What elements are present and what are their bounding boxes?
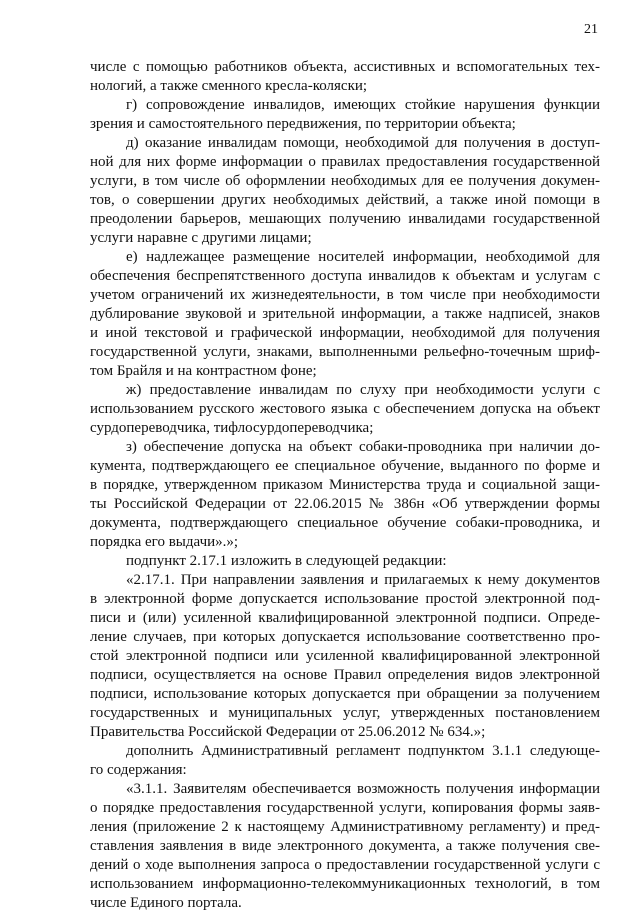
text-line: ление случаев, при которых допускается использование соответственно про- xyxy=(90,629,600,645)
text-line: числе Единого портала. xyxy=(90,895,242,911)
text-line: преодолении барьеров, мешающих получению инвалидами государственной xyxy=(90,211,600,227)
text-line: дополнить Административный регламент подпунктом 3.1.1 следующе- xyxy=(126,743,600,759)
text-line: Правительства Российской Федерации от 25.06.2012 № 634.»; xyxy=(90,724,486,740)
text-line: в порядке, утвержденном приказом Министерства труда и социальной защи- xyxy=(90,477,600,493)
text-line: том Брайля и на контрастном фоне; xyxy=(90,363,317,379)
text-line: дений о ходе выполнения запроса о предоставлении государственной услуги с xyxy=(90,857,600,873)
text-line: дублирование звуковой и зрительной информации, а также надписей, знаков xyxy=(90,306,600,322)
text-line: документа, подтверждающего специальное обучение собаки-проводника, и xyxy=(90,515,600,531)
text-line: д) оказание инвалидам помощи, необходимой для получения в доступ- xyxy=(126,135,600,151)
text-line: стой электронной подписи или усиленной квалифицированной электронной xyxy=(90,648,600,664)
text-line: ления (приложение 2 к настоящему Административному регламенту) и пред- xyxy=(90,819,600,835)
text-line: подпункт 2.17.1 изложить в следующей редакции: xyxy=(126,553,447,569)
text-line: и иной текстовой и графической информации, необходимой для получения xyxy=(90,325,600,341)
text-line: ставления заявления в виде электронного документа, а также получения све- xyxy=(90,838,600,854)
text-line: порядка его выдачи».»; xyxy=(90,534,239,550)
text-line: подписи, использование которых допускается при обращении за получением xyxy=(90,686,600,702)
text-line: сурдопереводчика, тифлосурдопереводчика; xyxy=(90,420,374,436)
text-line: нологий, а также сменного кресла-коляски; xyxy=(90,78,368,94)
text-line: учетом ограничений их жизнедеятельности, в том числе при необходимости xyxy=(90,287,600,303)
text-line: государственной услуги, знаками, выполненными рельефно-точечным шриф- xyxy=(90,344,600,360)
text-line: подписи, осуществляется на основе Правил определения видов электронной xyxy=(90,667,600,683)
text-line: кумента, подтверждающего ее специальное обучение, выданного по форме и xyxy=(90,458,600,474)
text-line: государственных и муниципальных услуг, утвержденных постановлением xyxy=(90,705,600,721)
text-line: ж) предоставление инвалидам по слуху при необходимости услуги с xyxy=(126,382,600,398)
text-line: писи и (или) усиленной квалифицированной электронной подписи. Опреде- xyxy=(90,610,600,626)
body-text xyxy=(90,58,600,913)
text-line: е) надлежащее размещение носителей информации, необходимой для xyxy=(126,249,600,265)
text-line: ты Российской Федерации от 22.06.2015 № 386н «Об утверждении формы xyxy=(90,496,600,512)
text-line: тов, о совершении других необходимых действий, а также иной помощи в xyxy=(90,192,600,208)
text-line: ной для них форме информации о правилах предоставления государственной xyxy=(90,154,600,170)
text-line: г) сопровождение инвалидов, имеющих стойкие нарушения функции xyxy=(126,97,600,113)
text-line: использованием информационно-телекоммуникационных технологий, в том xyxy=(90,876,600,892)
text-line: «2.17.1. При направлении заявления и прилагаемых к нему документов xyxy=(126,572,600,588)
page-number: 21 xyxy=(584,22,598,37)
text-line: о порядке предоставления государственной услуги, копирования формы заяв- xyxy=(90,800,600,816)
text-line: числе с помощью работников объекта, ассистивных и вспомогательных тех- xyxy=(90,59,600,75)
text-line: услуги наравне с другими лицами; xyxy=(90,230,312,246)
text-line: «3.1.1. Заявителям обеспечивается возможность получения информации xyxy=(126,781,600,797)
text-line: зрения и самостоятельного передвижения, по территории объекта; xyxy=(90,116,516,132)
text-line: обеспечения беспрепятственного доступа инвалидов к объектам и услугам с xyxy=(90,268,600,284)
text-line: услуги, в том числе об оформлении необходимых для ее получения докумен- xyxy=(90,173,600,189)
text-line: го содержания: xyxy=(90,762,187,778)
text-line: использованием русского жестового языка с обеспечением допуска на объект xyxy=(90,401,600,417)
text-line: в электронной форме допускается использование простой электронной под- xyxy=(90,591,600,607)
text-line: з) обеспечение допуска на объект собаки-проводника при наличии до- xyxy=(126,439,600,455)
